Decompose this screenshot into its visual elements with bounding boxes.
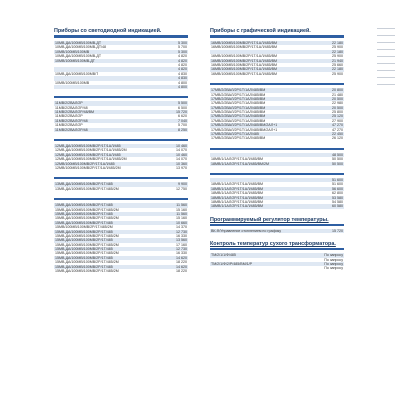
product-code: 15МВ-ДА/100МВ/100МВ/2Р/1Т/485 <box>55 264 113 269</box>
product-code: 15МВ-ДА/100МВ/100МВ/2Р/1Т/485 <box>55 220 113 225</box>
product-code: 12МВ/100МВ/100МВ/2Р/1Т/1АЛ/485 <box>55 161 115 166</box>
transformer-section-title: Контроль температур сухого трансформатора. <box>210 241 336 248</box>
product-price: 5 300 <box>178 49 187 54</box>
table-row <box>210 72 344 76</box>
product-price: 53 580 <box>332 195 343 200</box>
product-price: По запросу <box>324 261 343 266</box>
graphic-section-title: Приборы с графической индикацией. <box>210 28 311 34</box>
product-price: 50 500 <box>332 161 343 166</box>
product-price: По запросу <box>324 266 343 271</box>
product-code: 10МВ/100МВ/100МВ <box>55 49 90 54</box>
product-price: 25 660 <box>332 62 343 67</box>
product-code: 17МВ/2/2ВАЛ/2Р/1Т/1АЛ/485/ВМ/2АЛ+1 <box>211 123 278 128</box>
product-code: 17МВ/2/2ВАЛ/2Р/1Т/1АЛ/485/ВМ <box>211 96 266 101</box>
product-price: 22 180 <box>332 41 343 45</box>
block-bar <box>210 83 344 85</box>
product-code: 13МВ-ДА/100МВ/100МВ/2Р/1Т/485 <box>55 182 113 187</box>
table-row <box>210 204 344 208</box>
product-code: 10МВ-ДА/100МВ/100МВ-ДТ <box>55 54 102 59</box>
product-code: 17МВ/2/2ВАЛ/2Р/1Т/1АЛ/485/ВМ <box>211 114 266 119</box>
product-price: 22 180 <box>332 67 343 72</box>
product-price: 21 480 <box>332 92 343 97</box>
product-price: 15 720 <box>176 110 187 115</box>
product-code: 11МВ/2/2ВАЛ/2Р <box>55 123 83 128</box>
product-price: 47 270 <box>332 123 343 128</box>
product-code: 15МВ-ДА/100МВ/100МВ/2Р/1Т/485 <box>55 229 113 234</box>
product-price: 15 160 <box>176 207 187 212</box>
product-code: 12МВ/100МВ/100МВ/2Р/1Т/1АЛ/485/2М <box>55 165 121 170</box>
product-code: 16МВ/100МВ/100МВ/2Р/1Т/1АЛ/485/ВМ <box>211 58 277 63</box>
product-price: 13 970 <box>176 165 187 170</box>
product-code: 12МВ-ДА/100МВ/100МВ/2Р/1Т/1АЛ/485/2М <box>55 148 127 153</box>
product-price: 17 160 <box>176 242 187 247</box>
product-price: 11 560 <box>176 203 187 208</box>
product-code: 12МВ-ДА/100МВ/100МВ/2Р/1Т/1АЛ/485/2М <box>55 157 127 162</box>
product-code: 12МВ-ДА/100МВ/100МВ/2Р/1Т/1АЛ/485 <box>55 144 121 149</box>
product-price: 4 820 <box>178 54 187 59</box>
section-bar <box>210 35 344 38</box>
product-code: 15МВ-ДА/100МВ/100МВ/2Р/1Т/485 <box>55 255 113 260</box>
product-price: 48 500 <box>332 152 343 157</box>
price-block <box>54 177 188 191</box>
product-price: 50 500 <box>332 157 343 162</box>
product-price: 6 500 <box>178 105 187 110</box>
product-price: 20 800 <box>332 88 343 93</box>
right-column <box>210 27 344 278</box>
product-price: 15 720 <box>332 228 343 233</box>
product-price: 60 580 <box>332 204 343 209</box>
section-bar <box>54 35 188 38</box>
product-price: 18 220 <box>176 260 187 265</box>
product-price: 11 560 <box>176 211 187 216</box>
product-code: 15МВ-ДА/100МВ/100МВ/2Р/1Т/485/2М <box>55 207 119 212</box>
section-bar <box>210 224 344 226</box>
product-price: 22 450 <box>332 132 343 137</box>
product-code: 17МВ/2/2ВАЛ/2Р/1Т/1АЛ/485/ВМ <box>211 92 266 97</box>
price-block <box>54 96 188 132</box>
product-price: 4 820 <box>178 62 187 67</box>
product-code: ТМ/2/1/1/Ф/485 <box>211 253 236 258</box>
product-code: 15МВ-ДА/100МВ/100МВ/2Р/1Т/485/2М <box>55 269 119 274</box>
price-block <box>54 139 188 170</box>
product-code: 10МВ/100МВ/100МВ <box>55 80 90 85</box>
product-price: 9 900 <box>178 182 187 187</box>
product-price: 16 330 <box>176 233 187 238</box>
table-row <box>210 162 344 166</box>
product-code: 16МВ/100МВ/100МВ/2Р/1Т/1АЛ/485/ВМ <box>211 67 277 72</box>
product-price: 14 070 <box>176 148 187 153</box>
product-code: 10МВ-ДА/100МВ/100МВ-ДТ <box>55 41 102 45</box>
product-price: 10 360 <box>176 161 187 166</box>
block-bar <box>210 148 344 150</box>
product-code: 18МВ/1/1АЛ/2Р/1Т/1АЛ/485/ВМ <box>211 186 264 191</box>
product-price: 20 500 <box>332 96 343 101</box>
product-price: 12 730 <box>176 229 187 234</box>
product-code: 15МВ-ДА/100МВ/100МВ/2Р/1Т/485 <box>55 211 113 216</box>
product-price: 27 900 <box>332 118 343 123</box>
price-block <box>210 173 344 209</box>
regulator-price-list <box>210 229 344 233</box>
page-edge-marks <box>377 28 395 98</box>
product-price: 25 900 <box>332 71 343 76</box>
led-section-title: Приборы со светодиодной индикацией. <box>54 28 162 34</box>
product-price: 54 580 <box>332 199 343 204</box>
product-code: 11МВ/2/2ВАЛ/2Р/48 <box>55 127 88 132</box>
block-bar <box>210 173 344 175</box>
product-code: 10МВ/100МВ/100МВ-ДТ <box>55 58 95 63</box>
product-price: 21 940 <box>332 58 343 63</box>
product-code: 17МВ/2/2ВАЛ/2Р/1Т/1АЛ/485/ВМ <box>211 105 266 110</box>
product-price: 5 700 <box>178 123 187 128</box>
table-row <box>54 128 188 132</box>
product-code: 16МВ/100МВ/100МВ/2Р/1Т/1АЛ/485/ВМ <box>211 54 277 59</box>
product-price: 56 600 <box>332 186 343 191</box>
product-code: 15МВ-ДА/100МВ/100МВ/2Р/1Т/485/2М <box>55 216 119 221</box>
price-block <box>210 83 344 141</box>
product-price: 4 800 <box>178 84 187 89</box>
product-code: 15МВ-ДА/100МВ/100МВ/2Р/1Т/485/2М <box>55 242 119 247</box>
product-price: 25 120 <box>332 114 343 119</box>
product-price: 12 750 <box>176 186 187 191</box>
product-price: 51 600 <box>332 177 343 182</box>
section-bar <box>210 248 344 250</box>
product-price: 5 300 <box>178 41 187 45</box>
product-code: 17МВ/2/2ВАЛ/2Р/1Т/1АЛ/485/ВМ <box>211 136 266 141</box>
product-price: 5 700 <box>178 45 187 50</box>
product-code: 15МВ-ДА/100МВ/100МВ/2Р/1Т/485/2М <box>55 233 119 238</box>
product-code: 11МВ/2/2ВАЛ/2Р/48 <box>55 118 88 123</box>
product-price: 62 800 <box>332 191 343 196</box>
product-price: 7 040 <box>178 118 187 123</box>
product-code: 16МВ/100МВ/100МВ/2Р/1Т/1АЛ/485/ВМ <box>211 41 277 45</box>
product-code: 13МВ-ДА/100МВ/100МВ/2Р/1Т/485/2М <box>55 186 119 191</box>
product-code: 18МВ/1/1АЛ/2Р/1Т/1АЛ/485/ВМ <box>211 157 264 162</box>
right-price-list <box>210 41 344 209</box>
product-price: 4 820 <box>178 67 187 72</box>
price-block <box>210 41 344 76</box>
block-bar <box>54 198 188 200</box>
product-code: 15МВ-ДА/100МВ/100МВ/2Р/1Т/485 <box>55 238 113 243</box>
product-price: 22 980 <box>332 101 343 106</box>
product-price: 14 620 <box>176 255 187 260</box>
product-price: 10 460 <box>176 144 187 149</box>
table-row <box>54 166 188 170</box>
product-code: 17МВ/2/2ВАЛ/2Р/1Т/1АЛ/485 <box>211 132 259 137</box>
product-price: 5 500 <box>178 101 187 106</box>
table-row <box>54 85 188 89</box>
product-price: 8 250 <box>178 127 187 132</box>
price-block <box>54 198 188 273</box>
table-row <box>54 187 188 191</box>
product-price: 14 070 <box>176 157 187 162</box>
block-bar <box>54 139 188 141</box>
table-row <box>210 266 344 270</box>
product-code: 18МВ/1/1АЛ/2Р/1Т/1АЛ/485/ВМ <box>211 195 264 200</box>
product-price: 10 460 <box>176 152 187 157</box>
product-code: 17МВ/2/2ВАЛ/2Р/1Т/1АЛ/485/ВМ <box>211 101 266 106</box>
table-row <box>210 229 344 233</box>
product-price: 26 120 <box>332 136 343 141</box>
product-price: 13 560 <box>176 238 187 243</box>
left-column <box>54 27 188 280</box>
product-code: ТМ/2/1/Ф/2/Р/485/ВМ/1/Р <box>211 261 253 266</box>
product-price: 51 600 <box>332 182 343 187</box>
product-price: По запросу <box>324 257 343 262</box>
product-code: 15МВ-ДА/100МВ/100МВ/2Р/1Т/485 <box>55 203 113 208</box>
product-code: 16МВ/100МВ/100МВ/2Р/1Т/1АЛ/485/ВМ <box>211 62 277 67</box>
product-code: 17МВ/2/2ВАЛ/2Р/1Т/1АЛ/485/ВМ <box>211 110 266 115</box>
table-row <box>210 136 344 140</box>
product-price: 4 820 <box>178 58 187 63</box>
block-bar <box>54 96 188 98</box>
product-price: 25 900 <box>332 54 343 59</box>
product-code: 15МВ-ДА/100МВ/100МВ/2Р/1Т/485/2М <box>55 260 119 265</box>
product-price: 4 830 <box>178 76 187 81</box>
product-code: 15МВ-ДА/100МВ/100МВ/2Р/1Т/485/2М <box>55 251 119 256</box>
product-code: 12МВ-ДА/100МВ/100МВ/2Р/1Т/1АЛ/485 <box>55 152 121 157</box>
product-code: 18МВ/1/1АЛ/2Р/1Т/1АЛ/485/ВМ/2М <box>211 161 270 166</box>
left-price-list <box>54 41 188 273</box>
product-price: 22 180 <box>332 49 343 54</box>
product-code: 16МВ/100МВ/100МВ/2Р/1Т/1АЛ/485/ВМ <box>211 45 277 50</box>
product-price: 25 800 <box>332 110 343 115</box>
product-code: 11МВ/2/2ВАЛ/2Р <box>55 114 83 119</box>
transformer-price-list <box>210 253 344 271</box>
product-code: 18МВ/1/1АЛ/2Р/1Т/1АЛ/485/ВМ <box>211 191 264 196</box>
product-price: 15 160 <box>176 216 187 221</box>
price-block <box>210 148 344 166</box>
product-code: 17МВ/2/2ВАЛ/2Р/1Т/1АЛ/485/ВМ <box>211 88 266 93</box>
product-code: 18МВ/1/1АЛ/2Р/1Т/1АЛ/485/ВМ <box>211 199 264 204</box>
product-code: 11МВ/2/2ВАЛ/2Р <box>55 101 83 106</box>
block-bar <box>54 177 188 179</box>
product-price: 6 620 <box>178 114 187 119</box>
price-block <box>54 41 188 89</box>
product-price: 4 800 <box>178 80 187 85</box>
product-code: 10МВ-ДА/100МВ/100МВ-ДТ/48 <box>55 45 107 50</box>
product-price: 18 220 <box>176 269 187 274</box>
product-code: 17МВ/2/2ВАЛ/2Р/1Т/1АЛ/485/ВМ/2АЛ+1 <box>211 127 278 132</box>
product-code: 10МВ-ДА/100МВ/100МВ/Т <box>55 71 99 76</box>
product-code: 15МВ-ДА/100МВ/100МВ/2Р/1Т/485 <box>55 247 113 252</box>
product-code: 18МВ/1/1АЛ/2Р/1Т/1АЛ/485/ВМ <box>211 182 264 187</box>
product-price: 16 330 <box>176 251 187 256</box>
product-code: 18МВ/1/1АЛ/2Р/1Т/1АЛ/485/ВМ <box>211 204 264 209</box>
product-price: 10 660 <box>176 220 187 225</box>
product-price: 25 900 <box>332 45 343 50</box>
product-price: 47 270 <box>332 127 343 132</box>
product-price: По запросу <box>324 253 343 258</box>
product-price: 14 620 <box>176 264 187 269</box>
product-code: 17МВ/2/2ВАЛ/2Р/1Т/1АЛ/485/ВМ <box>211 118 266 123</box>
product-code: ВК-Ф/Управление отоплением по графику <box>211 228 282 233</box>
regulator-section-title: Программируемый регулятор температуры. <box>210 216 329 223</box>
table-row <box>54 269 188 273</box>
product-price: 14 370 <box>176 225 187 230</box>
product-code: 11МВ/2/2ВАЛ/2Р/48 <box>55 105 88 110</box>
product-code: 16МВ/100МВ/100МВ/2Р/1Т/1АЛ/485/ВМ <box>211 71 277 76</box>
product-price: 4 830 <box>178 71 187 76</box>
product-code: 15МВ/100МВ/100МВ/2Р/1Т/485/2М <box>55 225 113 230</box>
product-price: 12 730 <box>176 247 187 252</box>
product-code: 11МВ/2/2ВАЛ/2Р/48/ВМ <box>55 110 95 115</box>
product-price: 20 500 <box>332 105 343 110</box>
